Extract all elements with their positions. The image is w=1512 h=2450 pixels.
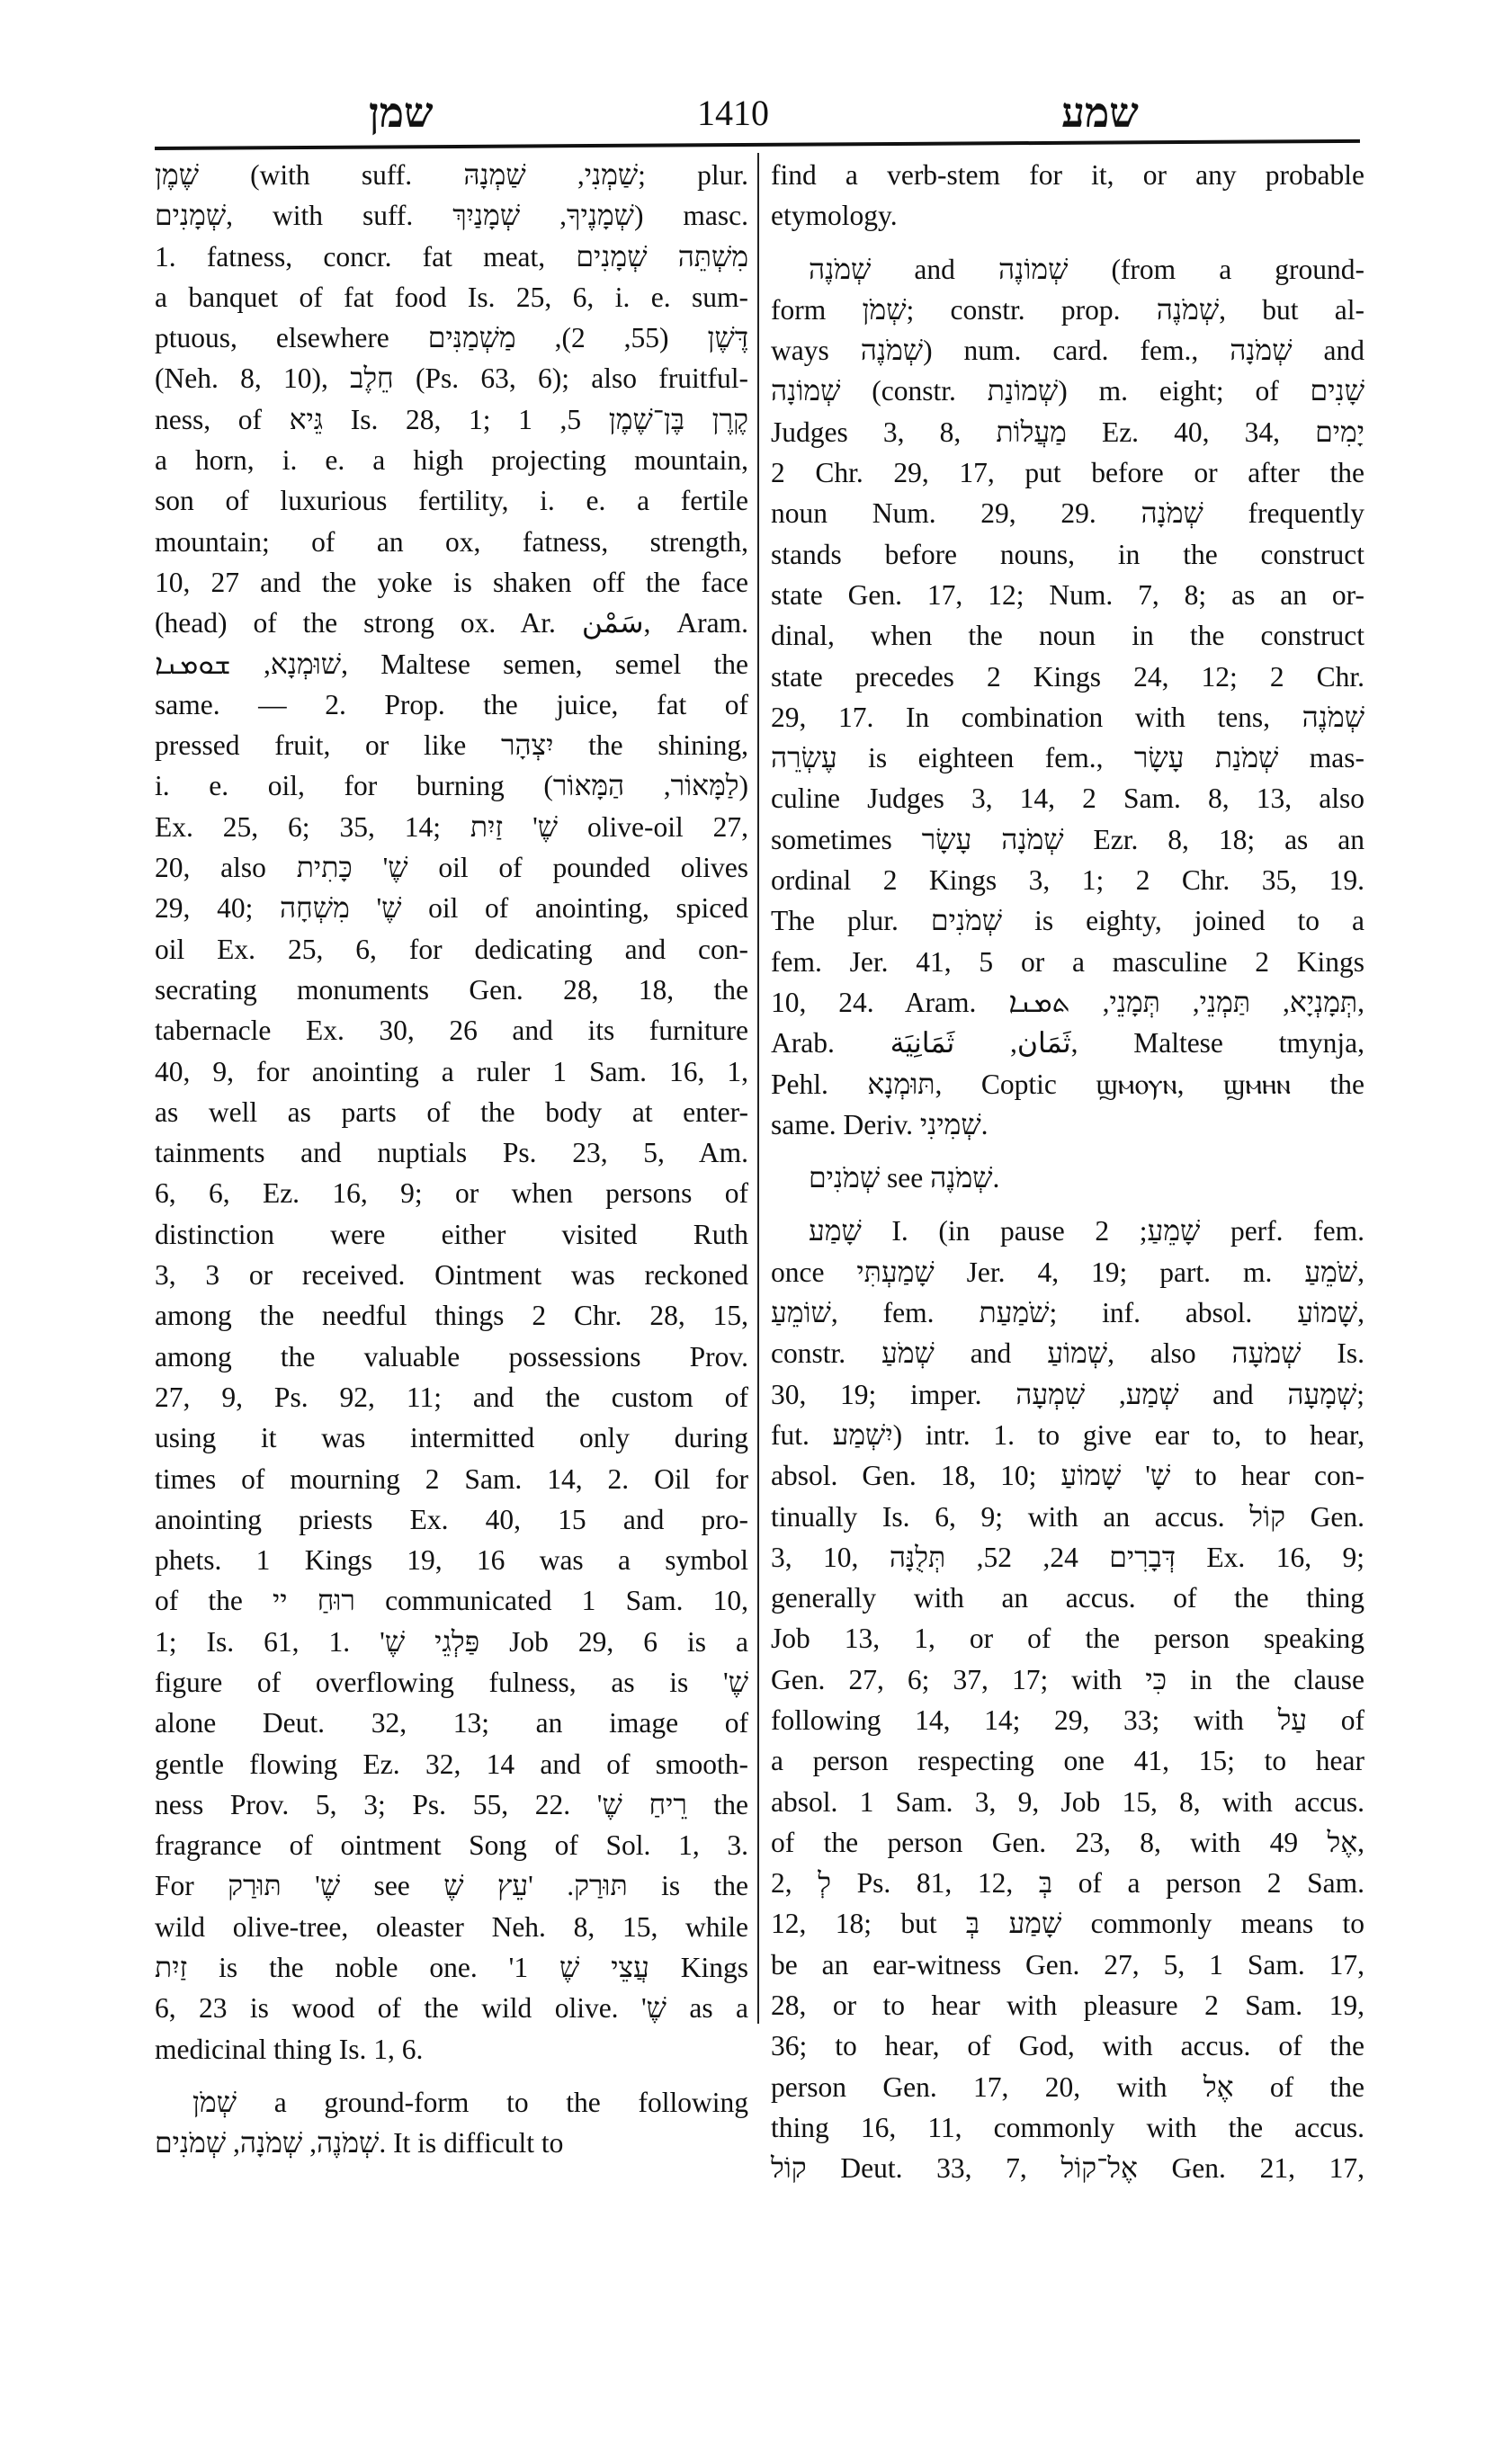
page-header xyxy=(153,86,1358,140)
text-line: (Neh. 8, 10), חֵלֶב (Ps. 63, 6); also fruitful- xyxy=(155,362,748,395)
left-column xyxy=(155,155,748,2164)
text-line: among the needful things 2 Chr. 28, 15, xyxy=(155,1300,748,1332)
text-line: tabernacle Ex. 30, 26 and its furniture xyxy=(155,1015,748,1047)
text-line: 27, 9, Ps. 92, 11; and the custom of xyxy=(155,1381,748,1413)
text-line: For שֶׁ' תּוּרַק see תּוּרַק. 'עֵץ שֶׁ is the xyxy=(155,1870,748,1902)
text-line: The plur. שְׁמֹנִים is eighty, joined to a xyxy=(771,905,1364,937)
text-line: 3, 3 or received. Ointment was reckoned xyxy=(155,1259,748,1292)
text-line: 6, 6, Ez. 16, 9; or when persons of xyxy=(155,1177,748,1210)
text-line: tinually Is. 6, 9; with an accus. קוֹל Gen. xyxy=(771,1500,1364,1533)
text-line: be an ear-witness Gen. 27, 5, 1 Sam. 17, xyxy=(771,1948,1364,1981)
page-number: 1410 xyxy=(697,93,769,133)
text-line: form שְׁמֹן; constr. prop. שְׁמֹנֶה, but al- xyxy=(771,293,1364,326)
entry-headword-line: שְׁמֹן a ground-form to the following xyxy=(192,2086,748,2118)
text-line: Ex. 25, 6; 35, 14; שֶׁ' זַיִת olive-oil 27, xyxy=(155,810,748,843)
text-line: times of mourning 2 Sam. 14, 2. Oil for xyxy=(155,1462,748,1495)
text-line: among the valuable possessions Prov. xyxy=(155,1340,748,1373)
text-line: ness, of גֵּיא Is. 28, 1; קֶרֶן בֶּן־שֶׁמֶן 5, 1 xyxy=(155,403,749,435)
text-line: person Gen. 17, 20, with אֶל of the xyxy=(771,2070,1364,2103)
text-line: ptuous, elsewhere דֶּשֶׁן (55, 2), מַשְׁמַנִּים xyxy=(155,322,748,354)
entry-headword-line: שְׁמֹנֶה and שְׁמוֹנֶה (from a ground- xyxy=(809,253,1365,285)
text-line: thing 16, 11, commonly with the accus. xyxy=(771,2111,1364,2143)
text-line: using it was intermitted only during xyxy=(155,1422,748,1454)
text-line: 40, 9, for anointing a ruler 1 Sam. 16, 1, xyxy=(155,1055,748,1087)
text-line: same. Deriv. שְׁמִינִי. xyxy=(771,1108,989,1140)
text-line: alone Deut. 32, 13; an image of xyxy=(155,1707,748,1739)
text-line: קוֹל Deut. 33, 7, אֶל־קוֹל Gen. 21, 17, xyxy=(771,2152,1365,2185)
text-line: tainments and nuptials Ps. 23, 5, Am. xyxy=(155,1137,748,1169)
entry-headword-line: שְׁמֹנִים see שְׁמֹנֶה. xyxy=(809,1162,1000,1194)
text-line: mountain; of an ox, fatness, strength, xyxy=(155,525,748,558)
text-line: a banquet of fat food Is. 25, 6, i. e. sum- xyxy=(155,281,748,313)
text-line: 29, 17. In combination with tens, שְׁמֹנֶה xyxy=(771,701,1364,733)
text-line: 28, or to hear with pleasure 2 Sam. 19, xyxy=(771,1990,1364,2022)
text-line: once שָׁמַעְתִּי Jer. 4, 19; part. m. שֹׁמֵעַ, xyxy=(771,1256,1364,1288)
text-line: wild olive-tree, oleaster Neh. 8, 15, while xyxy=(155,1910,748,1943)
text-line: 29, 40; שֶׁ' מִשְׁחָה oil of anointing, spiced xyxy=(155,892,748,925)
text-line: absol. Gen. 18, 10; שָׁ' שָׁמוֹעַ to hear con- xyxy=(771,1460,1364,1492)
text-line: 30, 19; imper. שְׁמַע, שִׁמְעָה and שְׁמָעָה; xyxy=(771,1378,1364,1410)
left-running-headword: שמן xyxy=(369,90,434,136)
text-line: 2, לְ Ps. 81, 12, בְּ of a person 2 Sam. xyxy=(771,1867,1365,1900)
text-line: state precedes 2 Kings 24, 12; 2 Chr. xyxy=(771,660,1364,693)
text-line: as well as parts of the body at enter- xyxy=(155,1095,748,1128)
text-line: phets. 1 Kings 19, 16 was a symbol xyxy=(155,1544,748,1577)
text-line: following 14, 14; 29, 33; with עַל of xyxy=(771,1703,1364,1736)
text-line: anointing priests Ex. 40, 15 and pro- xyxy=(155,1503,748,1535)
text-line: figure of overflowing fulness, as is 'שֶׁ xyxy=(155,1666,748,1698)
text-line: culine Judges 3, 14, 2 Sam. 8, 13, also xyxy=(771,782,1364,815)
text-line: 20, also שֶׁ' כָּתִית oil of pounded olives xyxy=(155,852,748,884)
text-line: Pehl. תּוּמְנָא, Coptic ϣⲙⲟⲩⲛ, ϣⲙⲏⲛ the xyxy=(771,1068,1364,1100)
text-line: a horn, i. e. a high projecting mountain, xyxy=(155,444,748,477)
text-line: שְׁמוֹנָה (constr. שְׁמוֹנַת) m. eight; of שָׁנִים xyxy=(771,375,1365,407)
text-line: i. e. oil, for burning (לַמָּאוֹר, הַמָּאוֹר) xyxy=(155,770,748,802)
text-line: etymology. xyxy=(771,200,898,232)
text-line: 10, 24. Aram. תְּמָנְיָא, תַּמְנֵי, תְּמָנֵי, ܬܡܢܐ, xyxy=(771,986,1364,1018)
text-line: Job 13, 1, or of the person speaking xyxy=(771,1623,1364,1655)
text-line: ness Prov. 5, 3; Ps. 55, 22. 'רֵיחַ שֶׁ the xyxy=(155,1788,748,1820)
text-line: 6, 23 is wood of the wild olive. 'שֶׁ as a xyxy=(155,1992,748,2025)
text-line: 2 Chr. 29, 17, put before or after the xyxy=(771,457,1364,489)
text-line: (head) of the strong ox. Ar. سَمْن, Aram. xyxy=(155,607,748,639)
entry-headword-line: שֶׁמֶן (with suff. שַׁמְנִי, שַׁמְנָהּ; plur. xyxy=(155,159,748,191)
text-line: Judges 3, 8, מַעֲלוֹת Ez. 40, 34, יָמִים xyxy=(771,416,1364,448)
text-line: state Gen. 17, 12; Num. 7, 8; as an or- xyxy=(771,578,1364,611)
text-line: 10, 27 and the yoke is shaken off the face xyxy=(155,566,748,598)
text-line: 1. fatness, concr. fat meat, מִשְׁתֵּה שְׁמָנִים xyxy=(155,240,748,273)
right-running-headword: שמע xyxy=(1061,90,1139,136)
entry-headword-line: שָׁמַע I. (in pause שָׁמֵעַ; 2 perf. fem. xyxy=(809,1215,1365,1247)
text-line: constr. שְׁמֹעַ and שְׁמוֹעַ, also שְׁמֹעָה Is. xyxy=(771,1337,1364,1370)
text-line: שְׁמָנִים, with suff. שְׁמָנֶיךָ, שְׁמָנַיִךְ) masc. xyxy=(155,200,749,232)
text-line: שׁוֹמֵעַ, fem. שֹׁמַעַת; inf. absol. שָׁמוֹעַ, xyxy=(771,1297,1364,1329)
text-line: ways שְׁמֹנֶה) num. card. fem., שְׁמֹנָה and xyxy=(771,335,1364,367)
text-line: שְׁמֹנֶה, שְׁמֹנָה, שְׁמֹנִים. It is difficult to xyxy=(155,2127,564,2159)
column-divider xyxy=(757,153,759,2024)
text-line: stands before nouns, in the construct xyxy=(771,538,1364,570)
text-line: secrating monuments Gen. 28, 18, the xyxy=(155,973,748,1006)
text-line: זַיִת is the noble one. 'עֲצֵי שֶׁ 1 Kings xyxy=(155,1952,748,1984)
text-line: dinal, when the noun in the construct xyxy=(771,620,1364,652)
text-line: שׁוּמְנָא, ܫܘܡܢܐ, Maltese semen, semel the xyxy=(155,648,748,680)
text-line: Gen. 27, 6; 37, 17; with כִּי in the clause xyxy=(771,1663,1364,1695)
right-column xyxy=(771,155,1364,2189)
text-line: fragrance of ointment Song of Sol. 1, 3. xyxy=(155,1829,748,1862)
text-line: עֶשְׂרֵה is eighteen fem., שְׁמֹנַת עָשָׂר mas- xyxy=(771,742,1365,774)
text-line: of the רוּחַ יי communicated 1 Sam. 10, xyxy=(155,1585,748,1617)
text-line: Arab. ثَمَان, ثَمَانِيَة, Maltese tmynja, xyxy=(771,1027,1364,1060)
text-line: noun Num. 29, 29. שְׁמֹנָה frequently xyxy=(771,497,1365,530)
text-line: 12, 18; but שָׁמַע בְּ commonly means to xyxy=(771,1908,1364,1940)
text-line: oil Ex. 25, 6, for dedicating and con- xyxy=(155,933,748,965)
text-line: 1; Is. 61, 1. 'פַּלְגֵי שֶׁ Job 29, 6 is a xyxy=(155,1625,749,1658)
text-line: sometimes שְׁמֹנָה עָשָׂר Ezr. 8, 18; as an xyxy=(771,823,1364,855)
text-line: distinction were either visited Ruth xyxy=(155,1218,748,1250)
text-line: gentle flowing Ez. 32, 14 and of smooth- xyxy=(155,1748,748,1780)
text-line: pressed fruit, or like יִצְהָר the shining, xyxy=(155,729,748,762)
text-line: fut. יִשְׁמַע) intr. 1. to give ear to, to hear, xyxy=(771,1418,1364,1451)
text-line: medicinal thing Is. 1, 6. xyxy=(155,2033,424,2065)
text-line: find a verb-stem for it, or any probable xyxy=(771,159,1364,191)
text-line: of the person Gen. 23, 8, with אֶל 49, xyxy=(771,1826,1365,1858)
text-line: fem. Jer. 41, 5 or a masculine 2 Kings xyxy=(771,945,1364,978)
header-rule xyxy=(155,139,1360,150)
text-line: same. — 2. Prop. the juice, fat of xyxy=(155,688,748,720)
text-line: a person respecting one 41, 15; to hear xyxy=(771,1745,1364,1777)
text-line: absol. 1 Sam. 3, 9, Job 15, 8, with accus. xyxy=(771,1785,1364,1818)
text-line: ordinal 2 Kings 3, 1; 2 Chr. 35, 19. xyxy=(771,864,1364,897)
text-line: 36; to hear, of God, with accus. of the xyxy=(771,2030,1364,2062)
text-line: son of luxurious fertility, i. e. a fertile xyxy=(155,485,748,517)
text-line: generally with an accus. of the thing xyxy=(771,1582,1364,1614)
text-line: 3, 10, דְּבָרִים 24, 52, תְּלֻנָּה Ex. 16, 9; xyxy=(771,1541,1365,1573)
